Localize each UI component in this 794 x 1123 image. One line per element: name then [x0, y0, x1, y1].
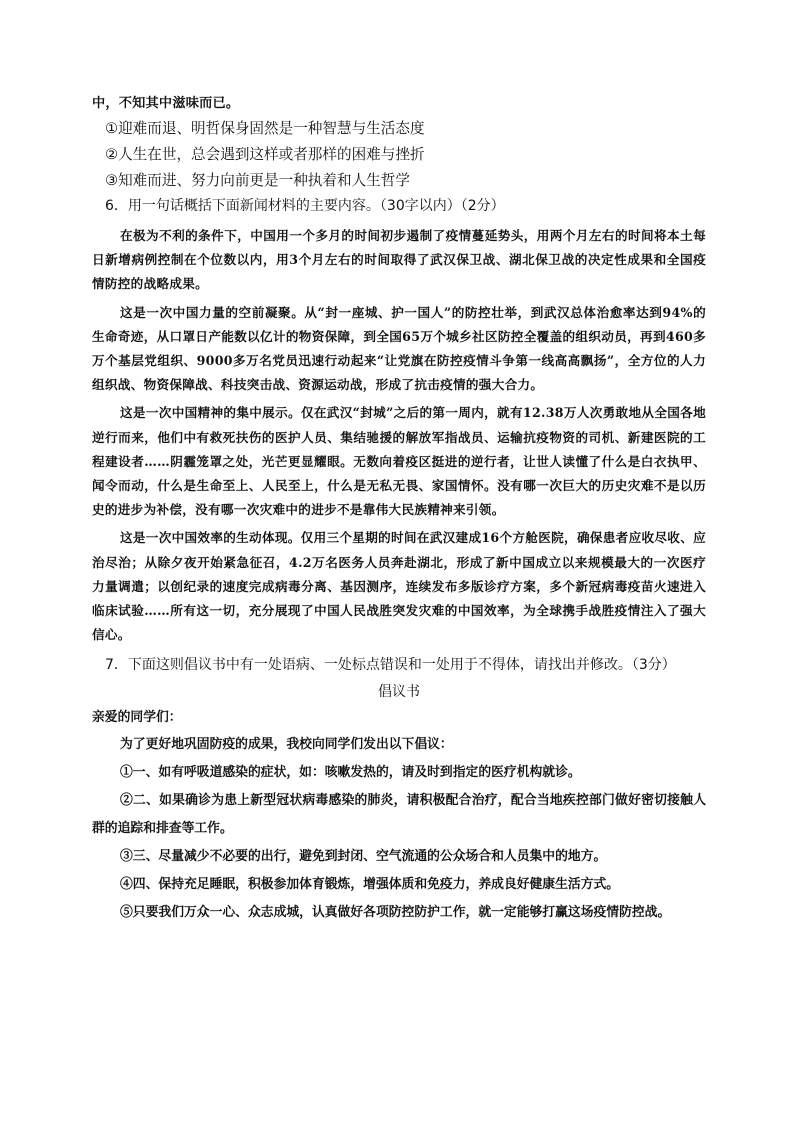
proposal-item-5: ⑤只要我们万众一心、众志成城，认真做好各项防控防护工作，就一定能够打赢这场疫情防控战。	[120, 905, 671, 921]
proposal-salutation: 亲爱的同学们：	[92, 710, 182, 726]
proposal-items	[92, 759, 706, 927]
news-paragraph-4: 这是一次中国效率的生动体现。仅用三个星期的时间在武汉建成16个方舱医院，确保患者应收尽收、应治尽治；从除夕夜开始紧急征召，4.2万名医务人员奔赴湖北，形成了新中国成立以来规模最大的一次医疗力量调遣；以创纪录的速度完成病毒分离、基因测序，连续发布多版诊疗方案，多个新冠病毒疫苗火速进入临床试验……所有这一切，充分展现了中国人民战胜突发灾难的中国效率，为全球携手战胜疫情注入了强大信心。	[92, 530, 706, 643]
proposal-item-3: ③三、尽量减少不必要的出行，避免到封闭、空气流通的公众场合和人员集中的地方。	[120, 849, 607, 865]
proposal-item-1: ①一、如有呼吸道感染的症状，如：咳嗽发热的，请及时到指定的医疗机构就诊。	[120, 765, 581, 781]
option-1: ①迎难而退、明哲保身固然是一种智慧与生活态度	[105, 120, 425, 137]
question-7-prompt: 7．下面这则倡议书中有一处语病、一处标点错误和一处用于不得体，请找出并修改。（3分）	[105, 657, 676, 674]
continued-text-line: 中，不知其中滋味而已。	[92, 96, 240, 111]
exam-page	[92, 92, 706, 927]
news-paragraph-2: 这是一次中国力量的空前凝聚。从“封一座城、护一国人”的防控壮举，到武汉总体治愈率达到94%的生命奇迹，从口罩日产能数以亿计的物资保障，到全国65万个城乡社区防控全覆盖的组织动员，再到460多万个基层党组织、9000多万名党员迅速行动起来“让党旗在防控疫情斗争第一线高高飘扬”，全方位的人力组织战、物资保障战、科技突击战、资源运动战，形成了抗击疫情的强大合力。	[92, 304, 706, 393]
proposal-item-4: ④四、保持充足睡眠，积极参加体育锻炼，增强体质和免疫力，养成良好健康生活方式。	[120, 877, 620, 893]
proposal-title: 倡议书	[378, 684, 420, 701]
question-6-prompt: 6．用一句话概括下面新闻材料的主要内容。（30字以内）（2分）	[105, 198, 505, 214]
option-3: ③知难而进、努力向前更是一种执着和人生哲学	[105, 172, 410, 189]
news-paragraph-1: 在极为不利的条件下，中国用一个多月的时间初步遏制了疫情蔓延势头，用两个月左右的时间将本土每日新增病例控制在个位数以内，用3个月左右的时间取得了武汉保卫战、湖北保卫战的决定性成果和全国疫情防控的战略成果。	[92, 228, 706, 292]
proposal-item-2: ②二、如果确诊为患上新型冠状病毒感染的肺炎，请积极配合治疗，配合当地疾控部门做好密切接触人群的追踪和排查等工作。	[92, 793, 706, 837]
proposal-intro: 为了更好地巩固防疫的成果，我校向同学们发出以下倡议：	[120, 737, 453, 753]
news-material	[92, 224, 706, 647]
option-2: ②人生在世，总会遇到这样或者那样的困难与挫折	[105, 146, 425, 163]
option-list	[92, 116, 706, 194]
news-paragraph-3: 这是一次中国精神的集中展示。仅在武汉“封城”之后的第一周内，就有12.38万人次勇敢地从全国各地逆行而来，他们中有救死扶伤的医护人员、集结驰援的解放军指战员、运输抗疫物资的司机、新建医院的工程建设者……阴霾笼罩之处，光芒更显耀眼。无数向着疫区挺进的逆行者，让世人读懂了什么是白衣执甲、闻令而动，什么是生命至上、人民至上，什么是无私无畏、家国情怀。没有哪一次巨大的历史灾难不是以历史的进步为补偿，没有哪一次灾难中的进步不是靠伟大民族精神来引领。	[92, 405, 706, 518]
